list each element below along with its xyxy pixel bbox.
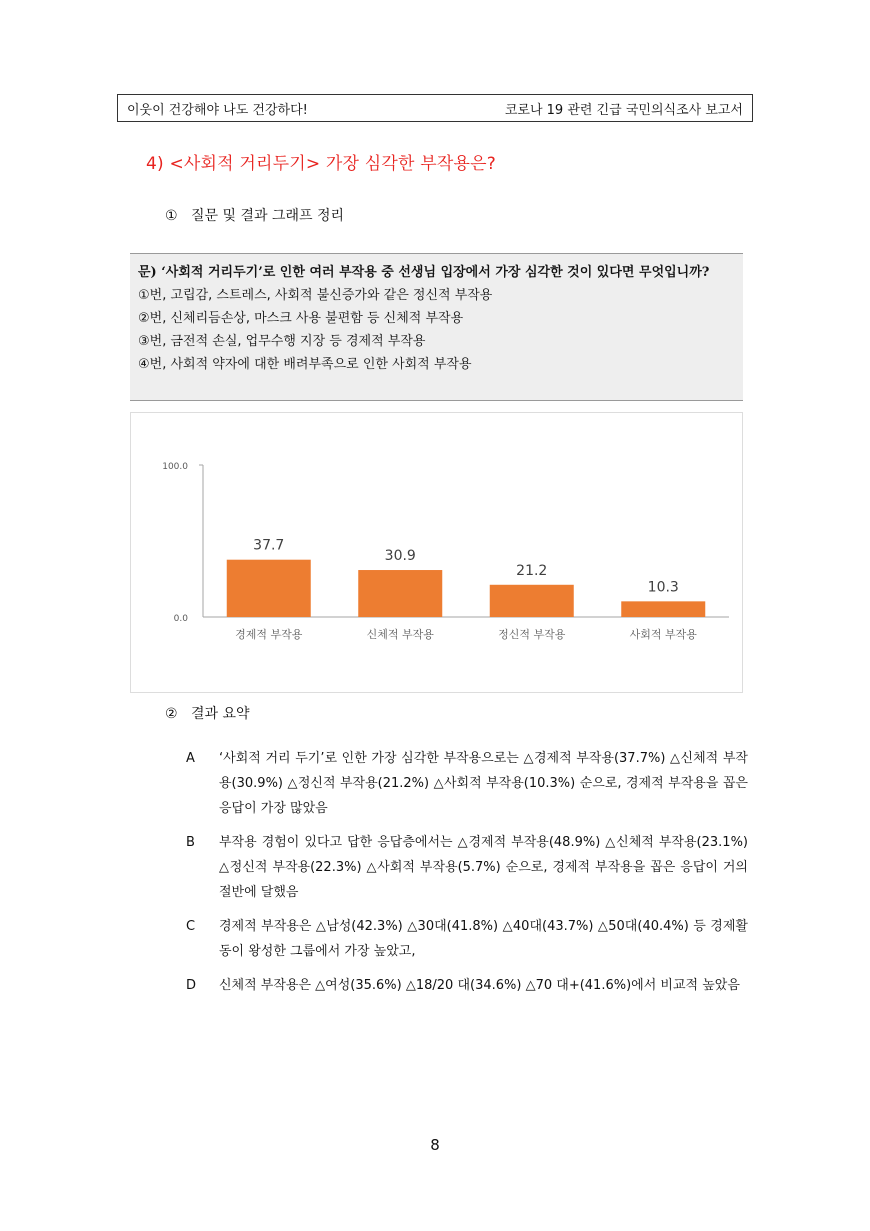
subsection-label: 질문 및 결과 그래프 정리 [191,208,345,224]
summary-list [186,746,748,1007]
subsection-label: 결과 요약 [191,706,250,722]
summary-text: ‘사회적 거리 두기’로 인한 가장 심각한 부작용으로는 △경제적 부작용(37.7%) △신체적 부작용(30.9%) △정신적 부작용(21.2%) △사회적 부작용(10.3%) 순으로, 경제적 부작용을 꼽은 응답이 가장 많았음 [219,751,748,816]
bar [227,560,311,617]
summary-marker: D [186,978,197,993]
summary-marker: A [186,751,195,766]
summary-marker: B [186,835,195,850]
subsection-number: ② [165,706,178,722]
bar [358,570,442,617]
subsection-number: ① [165,208,178,224]
x-tick-label: 신체적 부작용 [366,628,434,641]
bar [490,585,574,617]
question-text: 문) ‘사회적 거리두기’로 인한 여러 부작용 중 선생님 입장에서 가장 심각한 것이 있다면 무엇입니까? [138,265,710,280]
data-label: 10.3 [647,579,679,596]
summary-item [186,746,748,821]
subsection-question-title [165,205,344,225]
section-title: 4) <사회적 거리두기> 가장 심각한 부작용은? [146,154,496,174]
summary-item [186,830,748,905]
header-right: 코로나 19 관련 긴급 국민의식조사 보고서 [504,102,743,118]
bar-chart [130,412,743,693]
summary-text: 신체적 부작용은 △여성(35.6%) △18/20 대(34.6%) △70 대+(41.6%)에서 비교적 높았음 [219,978,740,993]
data-label: 30.9 [384,548,416,565]
question-option: ①번, 고립감, 스트레스, 사회적 불신증가와 같은 정신적 부작용 [138,288,493,303]
bar-chart-svg [131,413,744,694]
data-label: 21.2 [516,562,548,579]
summary-text: 부작용 경험이 있다고 답한 응답층에서는 △경제적 부작용(48.9%) △신체적 부작용(23.1%) △정신적 부작용(22.3%) △사회적 부작용(5.7%) 순으로, 경제적 부작용을 꼽은 응답이 거의 절반에 달했음 [219,835,748,900]
x-tick-label: 사회적 부작용 [629,628,697,641]
page-number: 8 [430,1136,440,1154]
summary-text: 경제적 부작용은 △남성(42.3%) △30대(41.8%) △40대(43.7%) △50대(40.4%) 등 경제활동이 왕성한 그룹에서 가장 높았고, [219,919,748,959]
subsection-summary-title [165,703,250,723]
question-box [130,253,743,401]
question-option: ③번, 금전적 손실, 업무수행 지장 등 경제적 부작용 [138,334,426,349]
y-tick-label: 0.0 [173,614,188,624]
header-left: 이웃이 건강해야 나도 건강하다! [127,102,308,118]
data-label: 37.7 [253,537,285,554]
summary-marker: C [186,919,196,934]
summary-item [186,914,748,964]
page-header [117,94,753,122]
x-tick-label: 정신적 부작용 [498,628,566,641]
bar [621,601,705,617]
y-tick-label: 100.0 [162,462,188,472]
question-option: ④번, 사회적 약자에 대한 배려부족으로 인한 사회적 부작용 [138,357,472,372]
summary-item [186,973,748,998]
x-tick-label: 경제적 부작용 [235,628,303,641]
question-option: ②번, 신체리듬손상, 마스크 사용 불편함 등 신체적 부작용 [138,311,464,326]
